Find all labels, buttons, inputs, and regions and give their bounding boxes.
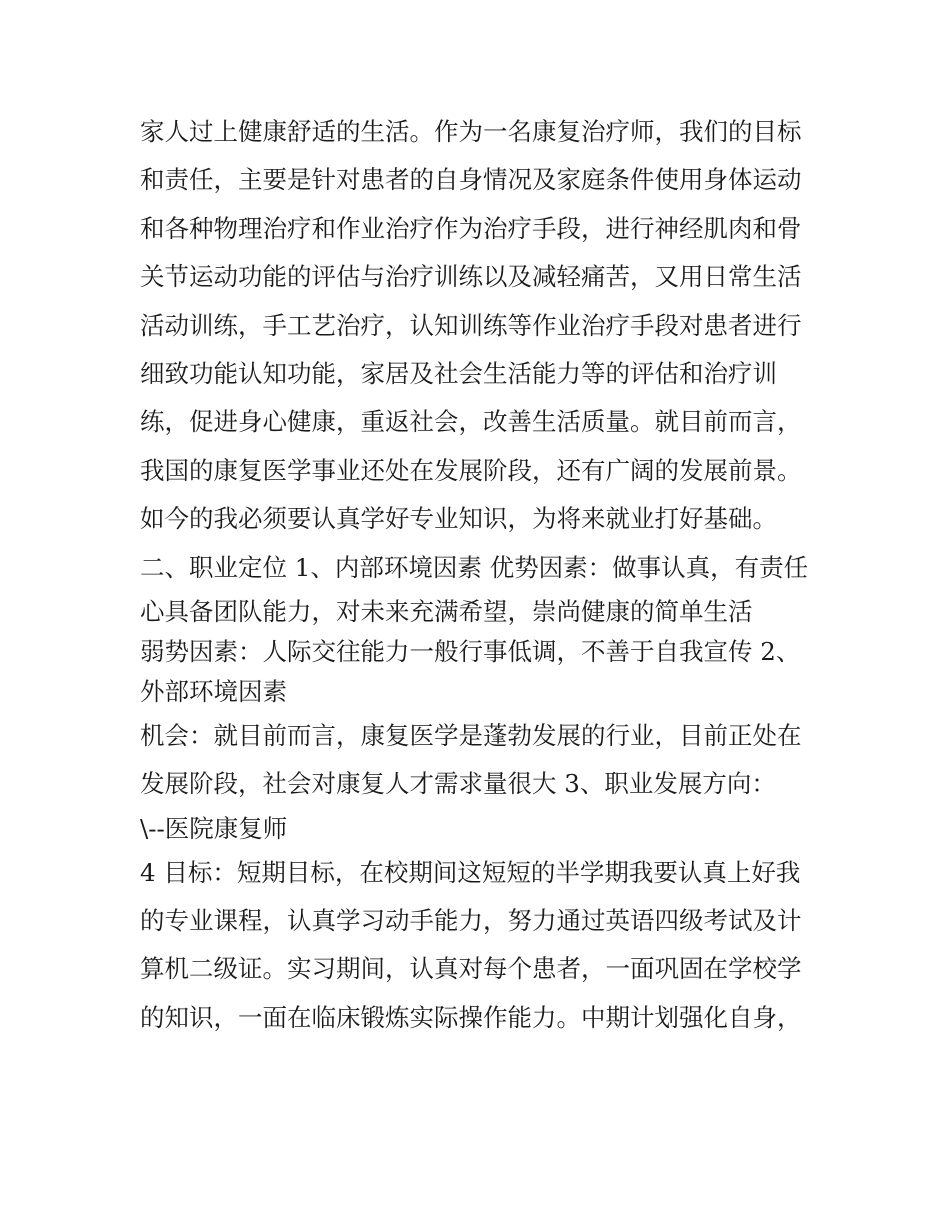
text-line: 如今的我必须要认真学好专业知识，为将来就业打好基础。 bbox=[140, 504, 777, 534]
text-line: 4 目标：短期目标，在校期间这短短的半学期我要认真上好我 bbox=[140, 857, 801, 887]
text-line: 活动训练，手工艺治疗，认知训练等作业治疗手段对患者进行 bbox=[140, 310, 802, 340]
text-line: 的专业课程，认真学习动手能力，努力通过英语四级考试及计 bbox=[140, 906, 802, 936]
text-line: 心具备团队能力，对未来充满希望，崇尚健康的简单生活 bbox=[140, 596, 753, 626]
text-line: 练，促进身心健康，重返社会，改善生活质量。就目前而言， bbox=[140, 407, 802, 437]
text-line: 机会：就目前而言，康复医学是蓬勃发展的行业，目前正处在 bbox=[140, 720, 802, 750]
text-line: 的知识，一面在临床锻炼实际操作能力。中期计划强化自身， bbox=[140, 1002, 802, 1032]
text-line: 二、职业定位 1、内部环境因素 优势因素：做事认真，有责任 bbox=[140, 552, 809, 582]
text-line: 外部环境因素 bbox=[140, 676, 287, 706]
text-line: 和各种物理治疗和作业治疗作为治疗手段，进行神经肌肉和骨 bbox=[140, 213, 802, 243]
text-line: 家人过上健康舒适的生活。作为一名康复治疗师，我们的目标 bbox=[140, 117, 802, 146]
text-line: 算机二级证。实习期间，认真对每个患者，一面巩固在学校学 bbox=[140, 954, 802, 984]
text-line: 和责任，主要是针对患者的自身情况及家庭条件使用身体运动 bbox=[140, 165, 802, 195]
text-line: 细致功能认知功能，家居及社会生活能力等的评估和治疗训 bbox=[140, 358, 777, 388]
text-line: \--医院康复师 bbox=[140, 813, 288, 843]
text-line: 弱势因素：人际交往能力一般行事低调，不善于自我宣传 2、 bbox=[140, 636, 801, 666]
text-line: 发展阶段，社会对康复人才需求量很大 3、职业发展方向： bbox=[140, 769, 776, 799]
text-line: 我国的康复医学事业还处在发展阶段，还有广阔的发展前景。 bbox=[140, 455, 802, 485]
document-body bbox=[140, 108, 840, 1042]
text-line: 关节运动功能的评估与治疗训练以及减轻痛苦，又用日常生活 bbox=[140, 262, 802, 292]
